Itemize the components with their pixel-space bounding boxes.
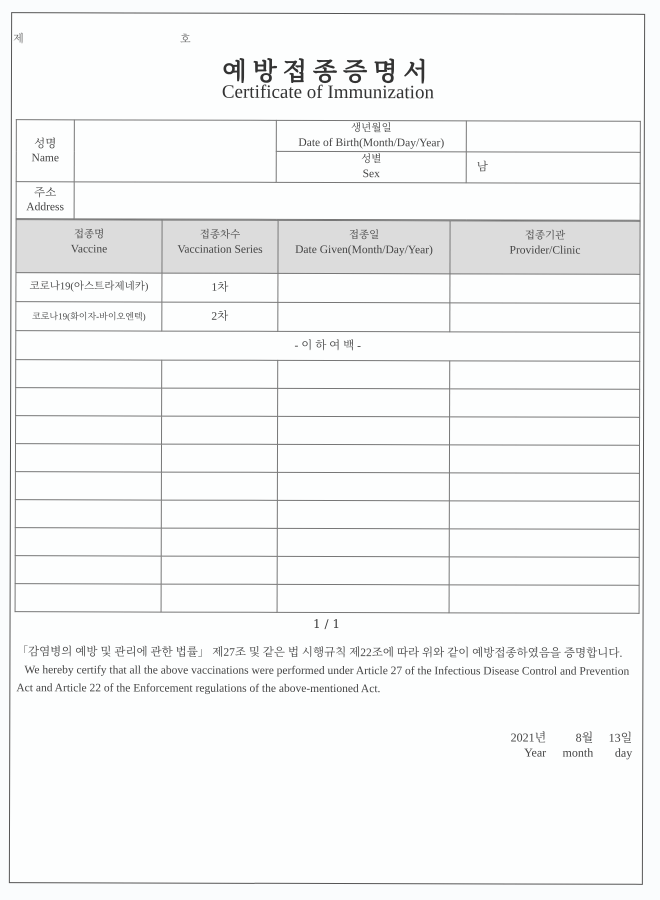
sex-label: 성별 Sex	[276, 151, 466, 182]
vaccination-table	[15, 219, 641, 614]
header-series: 접종차수 Vaccination Series	[162, 220, 278, 273]
vaccination-header-row	[16, 220, 640, 275]
personal-info-table	[16, 119, 641, 221]
blank-row	[15, 444, 639, 474]
issue-date	[490, 730, 632, 760]
name-label: 성명 Name	[16, 120, 74, 182]
header-provider: 접종기관 Provider/Clinic	[450, 221, 640, 274]
issue-day: 13일	[608, 730, 633, 745]
title-english: Certificate of Immunization	[221, 81, 435, 104]
blank-row	[16, 360, 640, 390]
vaccine-cell: 코로나19(화이자-바이오엔텍)	[16, 302, 162, 331]
table-row	[16, 302, 640, 333]
dob-label: 생년월일 Date of Birth(Month/Day/Year)	[276, 120, 466, 151]
end-marker-row	[16, 331, 640, 362]
blank-row	[16, 416, 640, 446]
blank-row	[15, 584, 639, 614]
dob-value	[466, 121, 640, 152]
page-number: 1 / 1	[313, 616, 341, 632]
document-number	[12, 30, 644, 46]
statement-korean: 「감염병의 예방 및 관리에 관한 법률」 제27조 및 같은 법 시행규칙 제22조에 따라 위와 같이 예방접종하였음을 증명합니다.	[16, 646, 623, 660]
issue-month: 8월	[575, 730, 594, 745]
header-vaccine: 접종명 Vaccine	[16, 220, 162, 273]
header-date: 접종일 Date Given(Month/Day/Year)	[278, 220, 450, 273]
year-label: Year	[524, 745, 547, 760]
certification-statement	[16, 643, 638, 699]
provider-cell	[450, 274, 640, 303]
vaccine-cell: 코로나19(아스트라제네카)	[16, 273, 162, 302]
doc-no-prefix: 제	[13, 32, 24, 46]
series-cell: 1차	[162, 273, 278, 302]
blank-row	[15, 472, 639, 502]
series-cell: 2차	[162, 302, 278, 331]
address-label: 주소 Address	[16, 182, 74, 219]
address-value	[74, 182, 640, 220]
end-marker: - 이 하 여 백 -	[16, 331, 640, 362]
statement-english: We hereby certify that all the above vaccinations were performed under Article 27 of the Infectious Disease Control and Prevention Act and Article 22 of the Enforcement regulations of the above-mentioned Act.	[16, 664, 630, 696]
day-label: day	[614, 745, 633, 760]
name-value	[74, 120, 276, 183]
blank-row	[15, 528, 639, 558]
issue-year: 2021년	[510, 730, 547, 745]
table-row	[16, 273, 640, 304]
certificate-page	[9, 12, 645, 885]
sex-value: 남	[466, 152, 640, 183]
blank-row	[15, 500, 639, 530]
doc-no-suffix: 호	[180, 32, 191, 46]
blank-row	[16, 388, 640, 418]
blank-row	[15, 556, 639, 586]
month-label: month	[562, 745, 594, 760]
date-cell	[278, 302, 450, 331]
date-cell	[278, 273, 450, 302]
provider-cell	[450, 303, 640, 332]
title-korean: 예방접종증명서	[222, 56, 434, 87]
